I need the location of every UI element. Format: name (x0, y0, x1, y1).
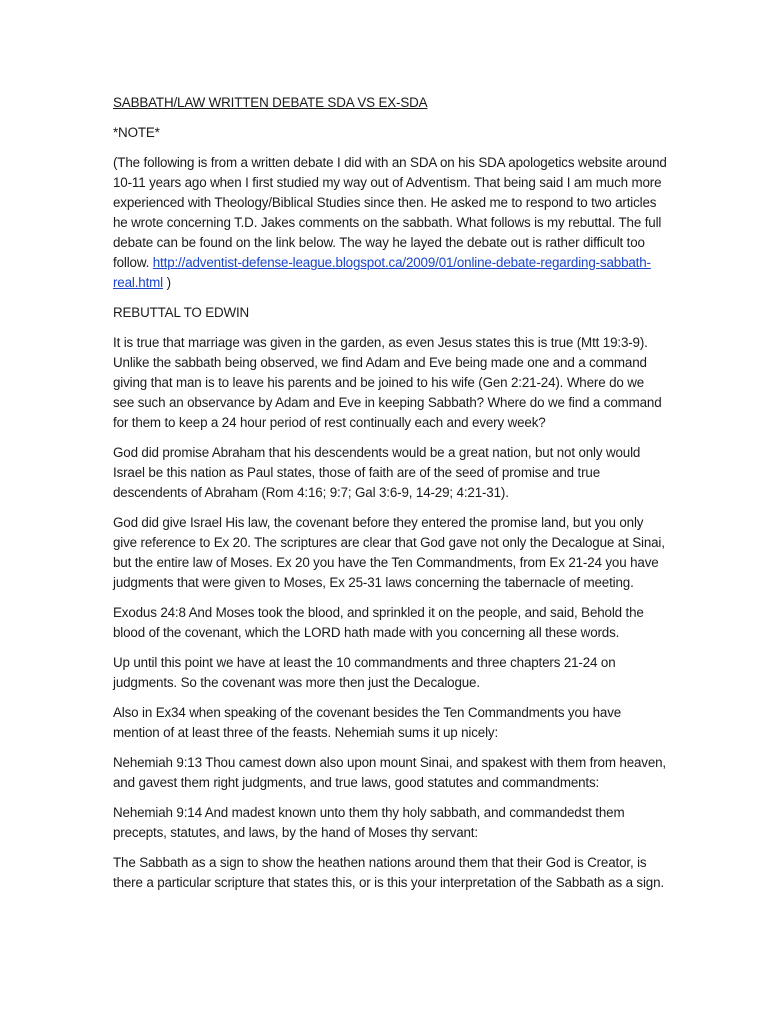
intro-text: (The following is from a written debate I did with an SDA on his SDA apologetics website around 10-11 years ago when I first studied my way out of Adventism. That being said I am much more experienced with Theology/Biblical Studies since then. He asked me to respond to two articles he wrote concerning T.D. Jakes comments on the sabbath. What follows is my rebuttal. The full debate can be found on the link below. The way he layed the debate out is rather difficult too follow. (113, 155, 667, 270)
debate-link[interactable]: http://adventist-defense-league.blogspot.ca/2009/01/online-debate-regarding-sabbath-real.html (113, 255, 651, 290)
body-paragraph-5: Up until this point we have at least the 10 commandments and three chapters 21-24 on judgments. So the covenant was more then just the Decalogue. (113, 655, 616, 690)
intro-closing: ) (163, 275, 171, 290)
body-paragraph-6: Also in Ex34 when speaking of the covenant besides the Ten Commandments you have mention of at least three of the feasts. Nehemiah sums it up nicely: (113, 705, 622, 740)
body-paragraph-9: The Sabbath as a sign to show the heathen nations around them that their God is Creator, is there a particular scripture that states this, or is this your interpretation of the Sabbath as a sign. (113, 855, 664, 890)
nehemiah-quote-13: Nehemiah 9:13 Thou camest down also upon mount Sinai, and spakest with them from heaven, and gavest them right judgments, and true laws, good statutes and commandments: (113, 755, 667, 790)
intro-paragraph (113, 153, 668, 293)
rebuttal-heading: REBUTTAL TO EDWIN (113, 305, 250, 320)
body-paragraph-3: God did give Israel His law, the covenant before they entered the promise land, but you only give reference to Ex 20. The scriptures are clear that God gave not only the Decalogue at Sinai, but the entire law of Moses. Ex 20 you have the Ten Commandments, from Ex 21-24 you have judgments that were given to Moses, Ex 25-31 laws concerning the tabernacle of meeting. (113, 515, 665, 590)
nehemiah-quote-14: Nehemiah 9:14 And madest known unto them thy holy sabbath, and commandedst them precepts, statutes, and laws, by the hand of Moses thy servant: (113, 805, 625, 840)
exodus-quote: Exodus 24:8 And Moses took the blood, and sprinkled it on the people, and said, Behold the blood of the covenant, which the LORD hath made with you concerning all these words. (113, 605, 644, 640)
document-title: SABBATH/LAW WRITTEN DEBATE SDA VS EX-SDA (113, 95, 428, 110)
body-paragraph-1: It is true that marriage was given in the garden, as even Jesus states this is true (Mtt 19:3-9). Unlike the sabbath being observed, we find Adam and Eve being made one and a command giving that man is to leave his parents and be joined to his wife (Gen 2:21-24). Where do we see such an observance by Adam and Eve in keeping Sabbath? Where do we find a command for them to keep a 24 hour period of rest continually each and every week? (113, 335, 662, 430)
body-paragraph-2: God did promise Abraham that his descendents would be a great nation, but not only would Israel be this nation as Paul states, those of faith are of the seed of promise and true descendents of Abraham (Rom 4:16; 9:7; Gal 3:6-9, 14-29; 4:21-31). (113, 445, 641, 500)
note-label: *NOTE* (113, 125, 160, 140)
